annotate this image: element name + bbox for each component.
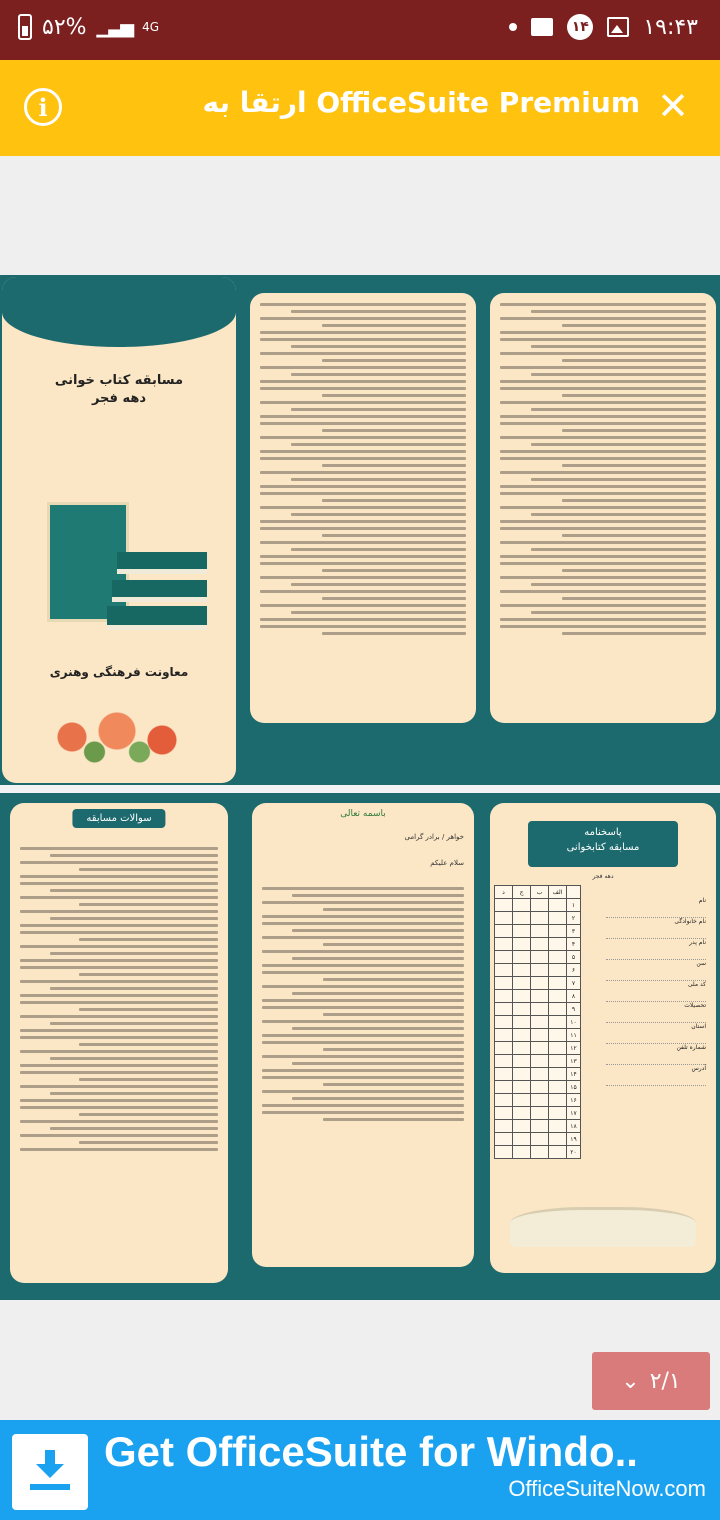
footer-ad-url[interactable]: OfficeSuiteNow.com — [508, 1476, 706, 1501]
clock: ۱۹:۴۳ — [643, 14, 698, 40]
download-icon-base — [30, 1484, 70, 1490]
folder-icon — [531, 18, 553, 36]
info-icon[interactable]: i — [24, 88, 62, 126]
text-page — [250, 293, 476, 723]
grid-header: د — [495, 886, 513, 899]
books-illustration — [42, 502, 192, 652]
grid-row-number: ۱۱ — [567, 1029, 581, 1042]
grid-header: الف — [549, 886, 567, 899]
field-label: نام پدر — [606, 939, 706, 960]
close-icon[interactable]: ✕ — [657, 84, 689, 128]
notification-count-badge: ۱۴ — [567, 14, 593, 40]
grid-row-number: ۱۹ — [567, 1133, 581, 1146]
grid-row-number: ۲ — [567, 912, 581, 925]
grid-row-number: ۱۷ — [567, 1107, 581, 1120]
answer-sheet-page — [490, 803, 716, 1273]
letter-heading: باسمه تعالی — [340, 809, 386, 819]
field-label: کد ملی — [606, 981, 706, 1002]
status-bar — [0, 0, 720, 60]
field-label: استان — [606, 1023, 706, 1044]
grid-row-number: ۸ — [567, 990, 581, 1003]
image-icon — [607, 17, 629, 37]
flowers-illustration — [42, 707, 192, 767]
document-view[interactable] — [0, 275, 720, 1300]
grid-row-number: ۳ — [567, 925, 581, 938]
page-text-block — [500, 299, 706, 639]
grid-row-number: ۱۵ — [567, 1081, 581, 1094]
letter-salutation: سلام علیکم — [430, 859, 464, 867]
grid-header: ج — [513, 886, 531, 899]
grid-header — [567, 886, 581, 899]
cover-subtitle: دهه فجر — [91, 391, 147, 406]
cover-footer: معاونت فرهنگی وهنری — [49, 665, 189, 679]
grid-header: ب — [531, 886, 549, 899]
page-indicator[interactable] — [592, 1352, 710, 1410]
cover-arch — [2, 277, 236, 347]
answer-sheet-fields — [606, 897, 706, 1086]
grid-row-number: ۱۸ — [567, 1120, 581, 1133]
letter-greeting: خواهر / برادر گرامی — [404, 833, 464, 841]
page-text-block — [20, 843, 218, 1155]
grid-row-number: ۲۰ — [567, 1146, 581, 1159]
signal-icon: ▁▃▅ — [96, 16, 133, 38]
grid-row-number: ۴ — [567, 938, 581, 951]
text-page — [490, 293, 716, 723]
field-label: آدرس — [606, 1065, 706, 1086]
grid-row-number: ۱۴ — [567, 1068, 581, 1081]
questions-page — [10, 803, 228, 1283]
chevron-down-icon[interactable]: ⌄ — [621, 1368, 640, 1394]
answer-grid — [494, 885, 581, 1159]
page-gap — [0, 785, 720, 793]
battery-icon — [18, 14, 32, 40]
field-label: تحصیلات — [606, 1002, 706, 1023]
questions-title: سوالات مسابقه — [72, 809, 165, 828]
open-book-illustration — [510, 1207, 696, 1247]
grid-row-number: ۵ — [567, 951, 581, 964]
grid-row-number: ۱۳ — [567, 1055, 581, 1068]
cover-page — [2, 277, 236, 783]
grid-row-number: ۱ — [567, 899, 581, 912]
field-label: نام خانوادگی — [606, 918, 706, 939]
answer-sheet-subtitle: مسابقه کتابخوانی — [566, 842, 640, 853]
letter-page — [252, 803, 474, 1267]
grid-row-number: ۷ — [567, 977, 581, 990]
field-label: نام — [606, 897, 706, 918]
answer-sheet-title — [528, 821, 678, 867]
grid-row-number: ۹ — [567, 1003, 581, 1016]
page-indicator-label: ۲/۱ — [649, 1368, 681, 1394]
footer-ad-title[interactable]: Get OfficeSuite for Windo.. — [104, 1428, 638, 1475]
grid-row-number: ۶ — [567, 964, 581, 977]
grid-row-number: ۱۶ — [567, 1094, 581, 1107]
network-type: 4G — [142, 20, 160, 34]
download-icon — [38, 1450, 62, 1478]
grid-row-number: ۱۲ — [567, 1042, 581, 1055]
upgrade-banner-title[interactable]: ارتقا به OfficeSuite Premium — [202, 86, 640, 119]
field-label: شماره تلفن — [606, 1044, 706, 1065]
grid-row-number: ۱۰ — [567, 1016, 581, 1029]
answer-sheet-sub2: دهه فجر — [592, 873, 614, 880]
page-text-block — [260, 299, 466, 639]
cover-title: مسابقه کتاب خوانی — [54, 373, 184, 388]
battery-level: ۵۲% — [42, 14, 87, 40]
page-text-block — [262, 883, 464, 1125]
notification-dot-icon — [509, 23, 517, 31]
answer-sheet-heading: پاسخنامه — [584, 827, 622, 838]
field-label: سن — [606, 960, 706, 981]
